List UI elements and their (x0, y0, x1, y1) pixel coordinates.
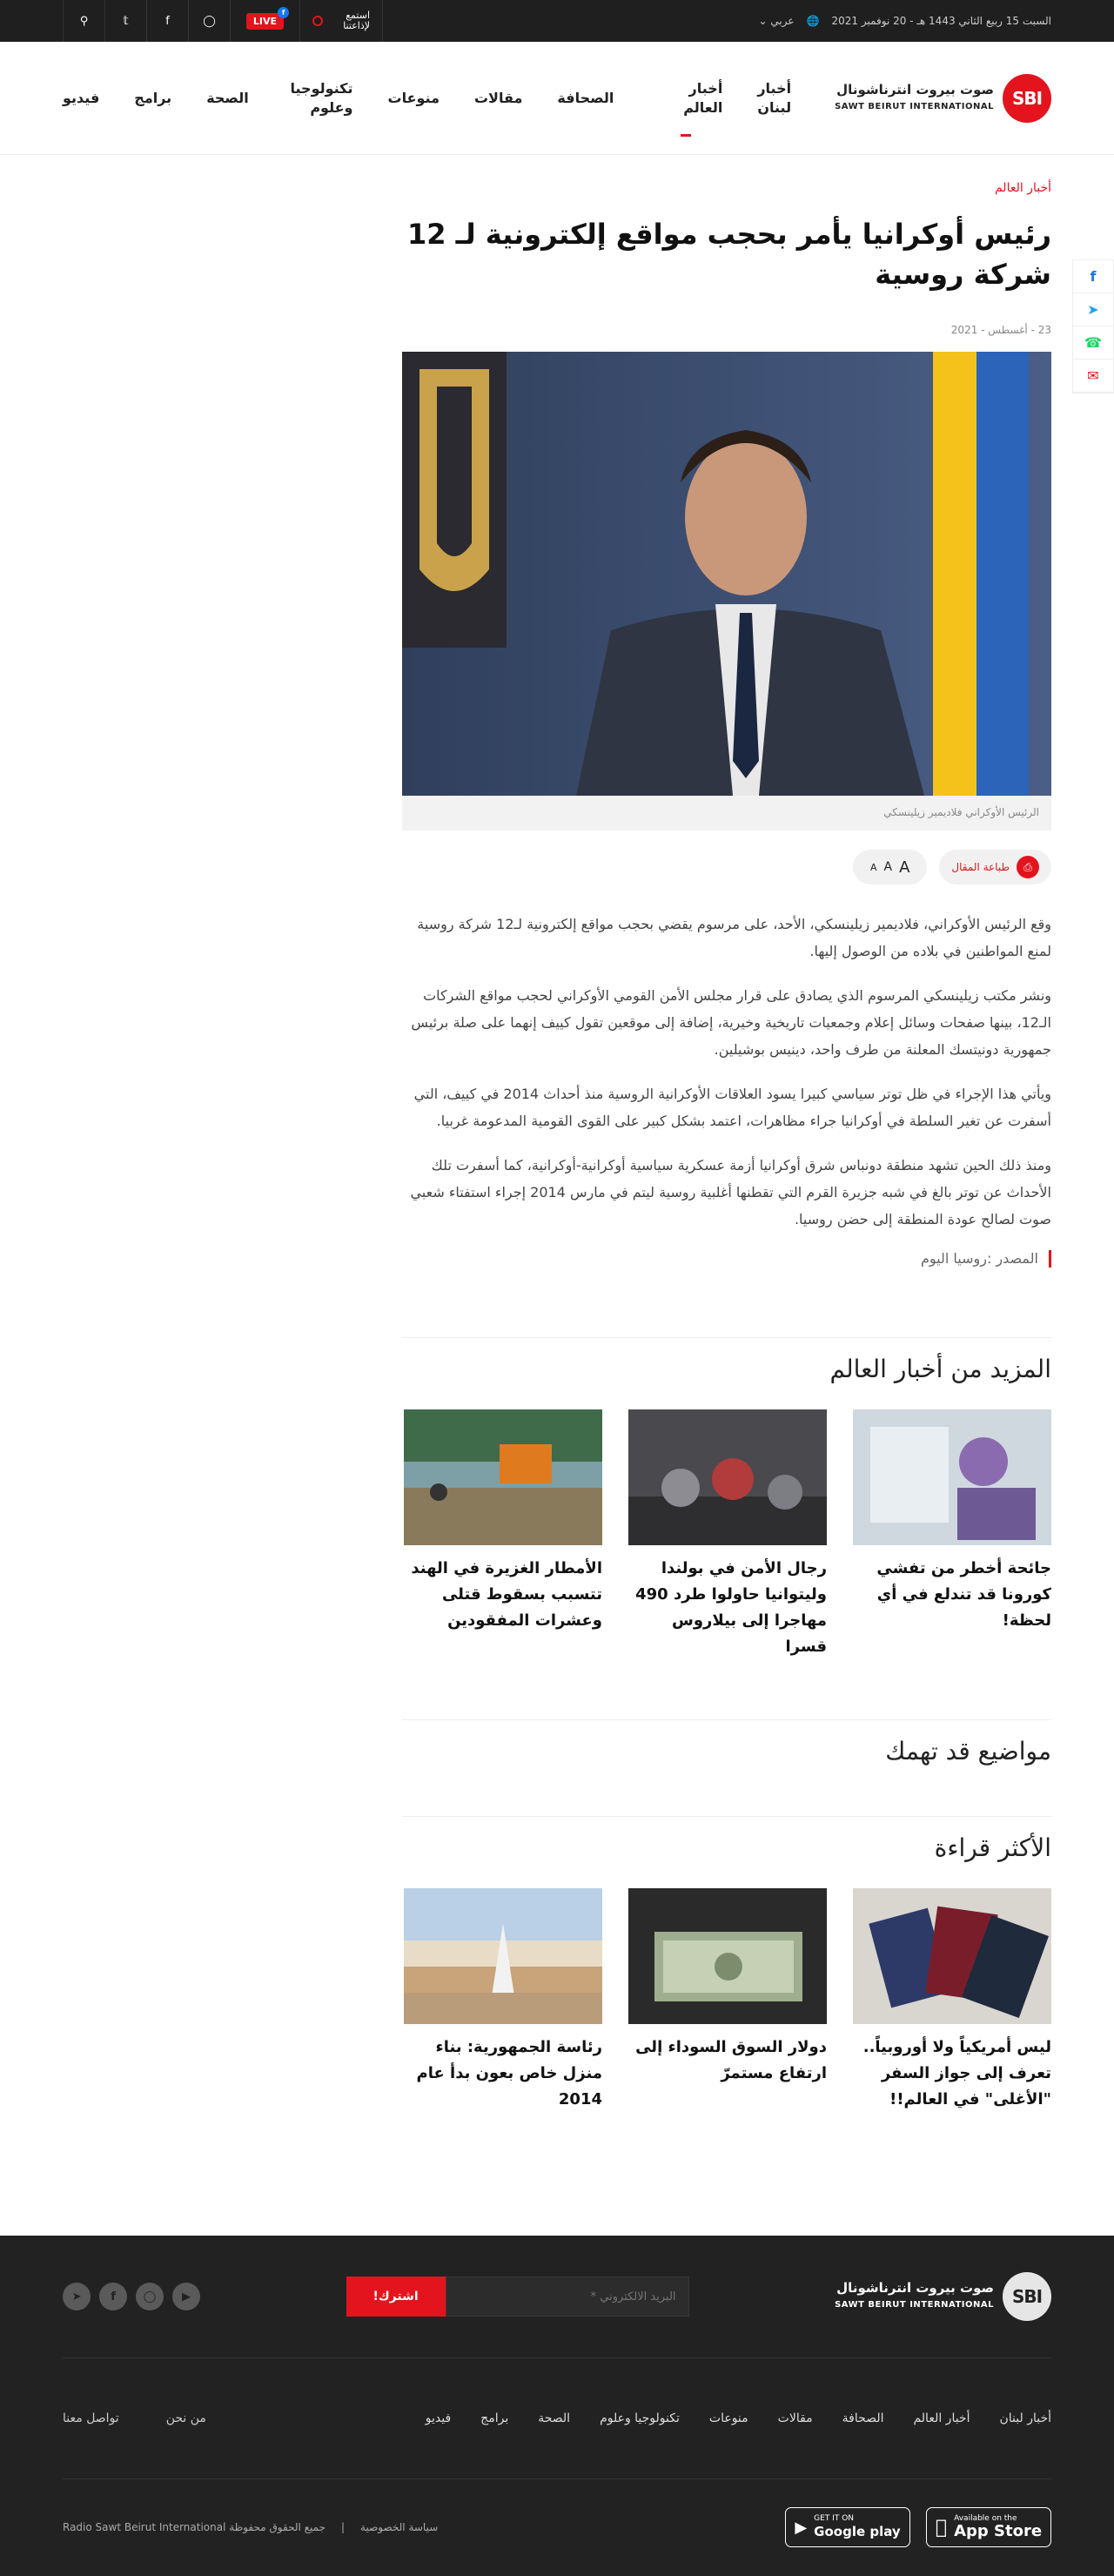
footer-secondary-nav (63, 2411, 206, 2425)
twitter-icon[interactable]: 𝕥 (104, 0, 146, 42)
subscribe-button[interactable]: اشترك! (346, 2277, 446, 2317)
news-card[interactable] (853, 1409, 1051, 1660)
font-small-button[interactable]: A (869, 861, 877, 873)
news-card[interactable] (628, 1888, 827, 2113)
news-card[interactable] (404, 1409, 602, 1660)
footer-logo-mark: SBI (1003, 2272, 1051, 2321)
card-image (853, 1888, 1051, 2024)
apple-icon (936, 2517, 947, 2539)
footer-link[interactable]: منوعات (708, 2411, 748, 2425)
instagram-icon[interactable]: ◯ (188, 0, 230, 42)
nav-lebanon-news[interactable]: أخبار لبنان (757, 80, 792, 116)
topics-heading: مواضيع قد تهمك (885, 1737, 1051, 1766)
news-card[interactable] (404, 1888, 602, 2113)
facebook-icon[interactable]: f (146, 0, 188, 42)
news-card[interactable] (853, 1888, 1051, 2113)
most-read-section (402, 1816, 1051, 2113)
image-caption: الرئيس الأوكراني فلاديمير زيلينسكي (402, 796, 1051, 831)
hero-image (402, 352, 1051, 796)
card-image (404, 1409, 602, 1545)
article-source: المصدر :روسيا اليوم (402, 1250, 1051, 1268)
language-selector[interactable]: عربي ⌄ (758, 15, 795, 27)
live-label: LIVE (252, 15, 278, 27)
footer-link[interactable]: الصحافة (842, 2411, 884, 2425)
nav-video[interactable]: فيديو (63, 90, 100, 106)
footer-link[interactable]: الصحة (538, 2411, 571, 2425)
article-tools (402, 850, 1051, 884)
footer-link[interactable]: فيديو (425, 2411, 452, 2425)
article-date: 23 - أغسطس - 2021 (950, 324, 1051, 336)
font-large-button[interactable]: A (899, 858, 910, 877)
globe-icon[interactable]: 🌐 (806, 15, 820, 27)
listen-button[interactable] (299, 0, 383, 42)
card-title: الأمطار الغزيرة في الهند تتسبب بسقوط قتلى وعشرات المفقودين (411, 1559, 602, 1630)
card-title: ليس أمريكياً ولا أوروبياً.. تعرف إلى جواز السفر "الأغلى" في العالم!! (862, 2038, 1051, 2109)
email-field[interactable] (446, 2277, 689, 2317)
app-stores (785, 2507, 1051, 2547)
twitter-share-icon[interactable]: ➤ (1073, 293, 1113, 326)
nav-programs[interactable]: برامج (134, 90, 172, 106)
font-size-controls (853, 850, 927, 884)
share-bar (1072, 259, 1114, 393)
article-category[interactable]: أخبار العالم (994, 181, 1051, 195)
footer-link[interactable]: مقالات (777, 2411, 813, 2425)
most-read-heading: الأكثر قراءة (934, 1833, 1051, 1862)
more-news-section (402, 1337, 1051, 1660)
google-play-button[interactable]: ▶ GET IT ON Google play (785, 2507, 910, 2547)
date-text: السبت 15 ربيع الثاني 1443 هـ - 20 نوفمبر 2021 (831, 15, 1051, 27)
radio-icon (312, 16, 323, 26)
copyright-text: جميع الحقوق محفوظة Radio Sawt Beirut International (63, 2521, 325, 2533)
more-news-heading: المزيد من أخبار العالم (829, 1355, 1051, 1383)
top-bar (0, 0, 1114, 42)
twitter-icon[interactable]: ➤ (63, 2283, 91, 2310)
card-title: دولار السوق السوداء إلى ارتفاع مستمرّ (635, 2038, 827, 2082)
footer-link[interactable]: أخبار لبنان (999, 2411, 1051, 2425)
nav-world-news[interactable]: أخبار العالم (648, 79, 722, 118)
card-title: رجال الأمن في بولندا وليتوانيا حاولوا طرد 490 مهاجرا إلى بيلاروس قسرا (635, 1559, 827, 1656)
app-store-button[interactable]: Available on the App Store (926, 2507, 1051, 2547)
listen-label: استمع لإذاعتنا (343, 10, 370, 31)
card-title: رئاسة الجمهورية: بناء منزل خاص بعون بدأ عام 2014 (416, 2038, 602, 2109)
logo[interactable] (835, 74, 1051, 123)
footer-social (63, 2283, 200, 2310)
facebook-icon[interactable]: f (99, 2283, 127, 2310)
card-title: جائحة أخطر من تفشي كورونا قد تندلع في أي لحظة! (876, 1559, 1051, 1630)
footer-logo-arabic: صوت بيروت انترناشونال (836, 2280, 994, 2296)
footer-logo-english: SAWT BEIRUT INTERNATIONAL (835, 2300, 994, 2310)
live-button[interactable] (230, 0, 299, 42)
card-image (404, 1888, 602, 2024)
print-icon: ⎙ (1017, 856, 1039, 878)
nav-articles[interactable]: مقالات (473, 90, 523, 106)
card-image (853, 1409, 1051, 1545)
newsletter-form (346, 2277, 689, 2317)
font-medium-button[interactable]: A (883, 860, 893, 874)
facebook-share-icon[interactable]: f (1073, 260, 1113, 293)
footer-divider: | (341, 2521, 346, 2533)
site-header (0, 42, 1114, 155)
contact-link[interactable]: تواصل معنا (63, 2411, 119, 2425)
article-paragraph: ويأتي هذا الإجراء في ظل توتر سياسي كبيرا يسود العلاقات الأوكرانية الروسية منذ أحداث 2014 في كييف، التي أسفرت عن تغير السلطة في أوكرانيا جراء مظاهرات، اعتمد بشكل كبير على القوى القومية المدعومة غربيا. (413, 1086, 1051, 1129)
print-button[interactable] (939, 850, 1051, 884)
nav-health[interactable]: الصحة (206, 90, 249, 106)
whatsapp-share-icon[interactable]: ☎ (1073, 326, 1113, 360)
topics-section (402, 1719, 1051, 1769)
article (402, 155, 1051, 2113)
google-play-icon: ▶ (795, 2518, 808, 2537)
article-paragraph: وقع الرئيس الأوكراني، فلاديمير زيلينسكي، الأحد، على مرسوم يقضي بحجب مواقع إلكترونية لـ12 شركة روسية لمنع المواطنين في بلاده من الوصول إليها. (417, 916, 1051, 959)
article-paragraph: ومنذ ذلك الحين تشهد منطقة دونباس شرق أوكرانيا أزمة عسكرية سياسية أوكرانية-أوكرانية، كما أسفرت تلك الأحداث عن توتر بالغ في شبه جزيرة القرم التي تقطنها أغلبية روسية ليتم في مارس 2014 إجراء استفتاء شعبي صوت لصالح عودة المنطقة إلى حضن روسيا. (410, 1157, 1051, 1227)
print-label: طباعة المقال (951, 861, 1010, 873)
main-nav (63, 79, 791, 118)
card-image (628, 1409, 827, 1545)
logo-english: SAWT BEIRUT INTERNATIONAL (835, 102, 994, 111)
footer-link[interactable]: برامج (480, 2411, 509, 2425)
footer-link[interactable]: أخبار العالم (913, 2411, 970, 2425)
site-footer (0, 2236, 1114, 2576)
article-title: رئيس أوكرانيا يأمر بحجب مواقع إلكترونية لـ 12 شركة روسية (407, 218, 1051, 291)
nav-tech[interactable]: تكنولوجيا وعلوم (290, 80, 353, 116)
article-paragraph: ونشر مكتب زيلينسكي المرسوم الذي يصادق على قرار مجلس الأمن القومي الأوكراني لحجب مواقع الشركات الـ12، بينها صفحات وسائل إعلام وجمعيات تاريخية وخيرية، إضافة إلى موقعين تقول كييف إنهما على صلة برئيس جمهورية دونيتسك المعلنة من طرف واحد، دينيس بوشيلين. (411, 987, 1051, 1058)
instagram-icon[interactable]: ◯ (136, 2283, 164, 2310)
news-card[interactable] (628, 1409, 827, 1660)
email-share-icon[interactable]: ✉ (1073, 360, 1113, 393)
card-image (628, 1888, 827, 2024)
search-icon[interactable]: ⚲ (63, 0, 104, 42)
article-body (402, 911, 1051, 1233)
logo-mark: SBI (1003, 74, 1051, 123)
footer-link[interactable]: تكنولوجيا وعلوم (600, 2411, 680, 2425)
about-link[interactable]: من نحن (165, 2411, 206, 2425)
footer-logo[interactable] (835, 2272, 1051, 2321)
nav-press[interactable]: الصحافة (557, 90, 614, 106)
facebook-badge-icon: f (278, 7, 289, 18)
logo-arabic: صوت بيروت انترناشونال (836, 82, 994, 98)
nav-misc[interactable]: منوعات (387, 90, 440, 106)
footer-nav (426, 2411, 1051, 2425)
privacy-link[interactable]: سياسة الخصوصية (360, 2521, 439, 2533)
youtube-icon[interactable]: ▶ (172, 2283, 200, 2310)
